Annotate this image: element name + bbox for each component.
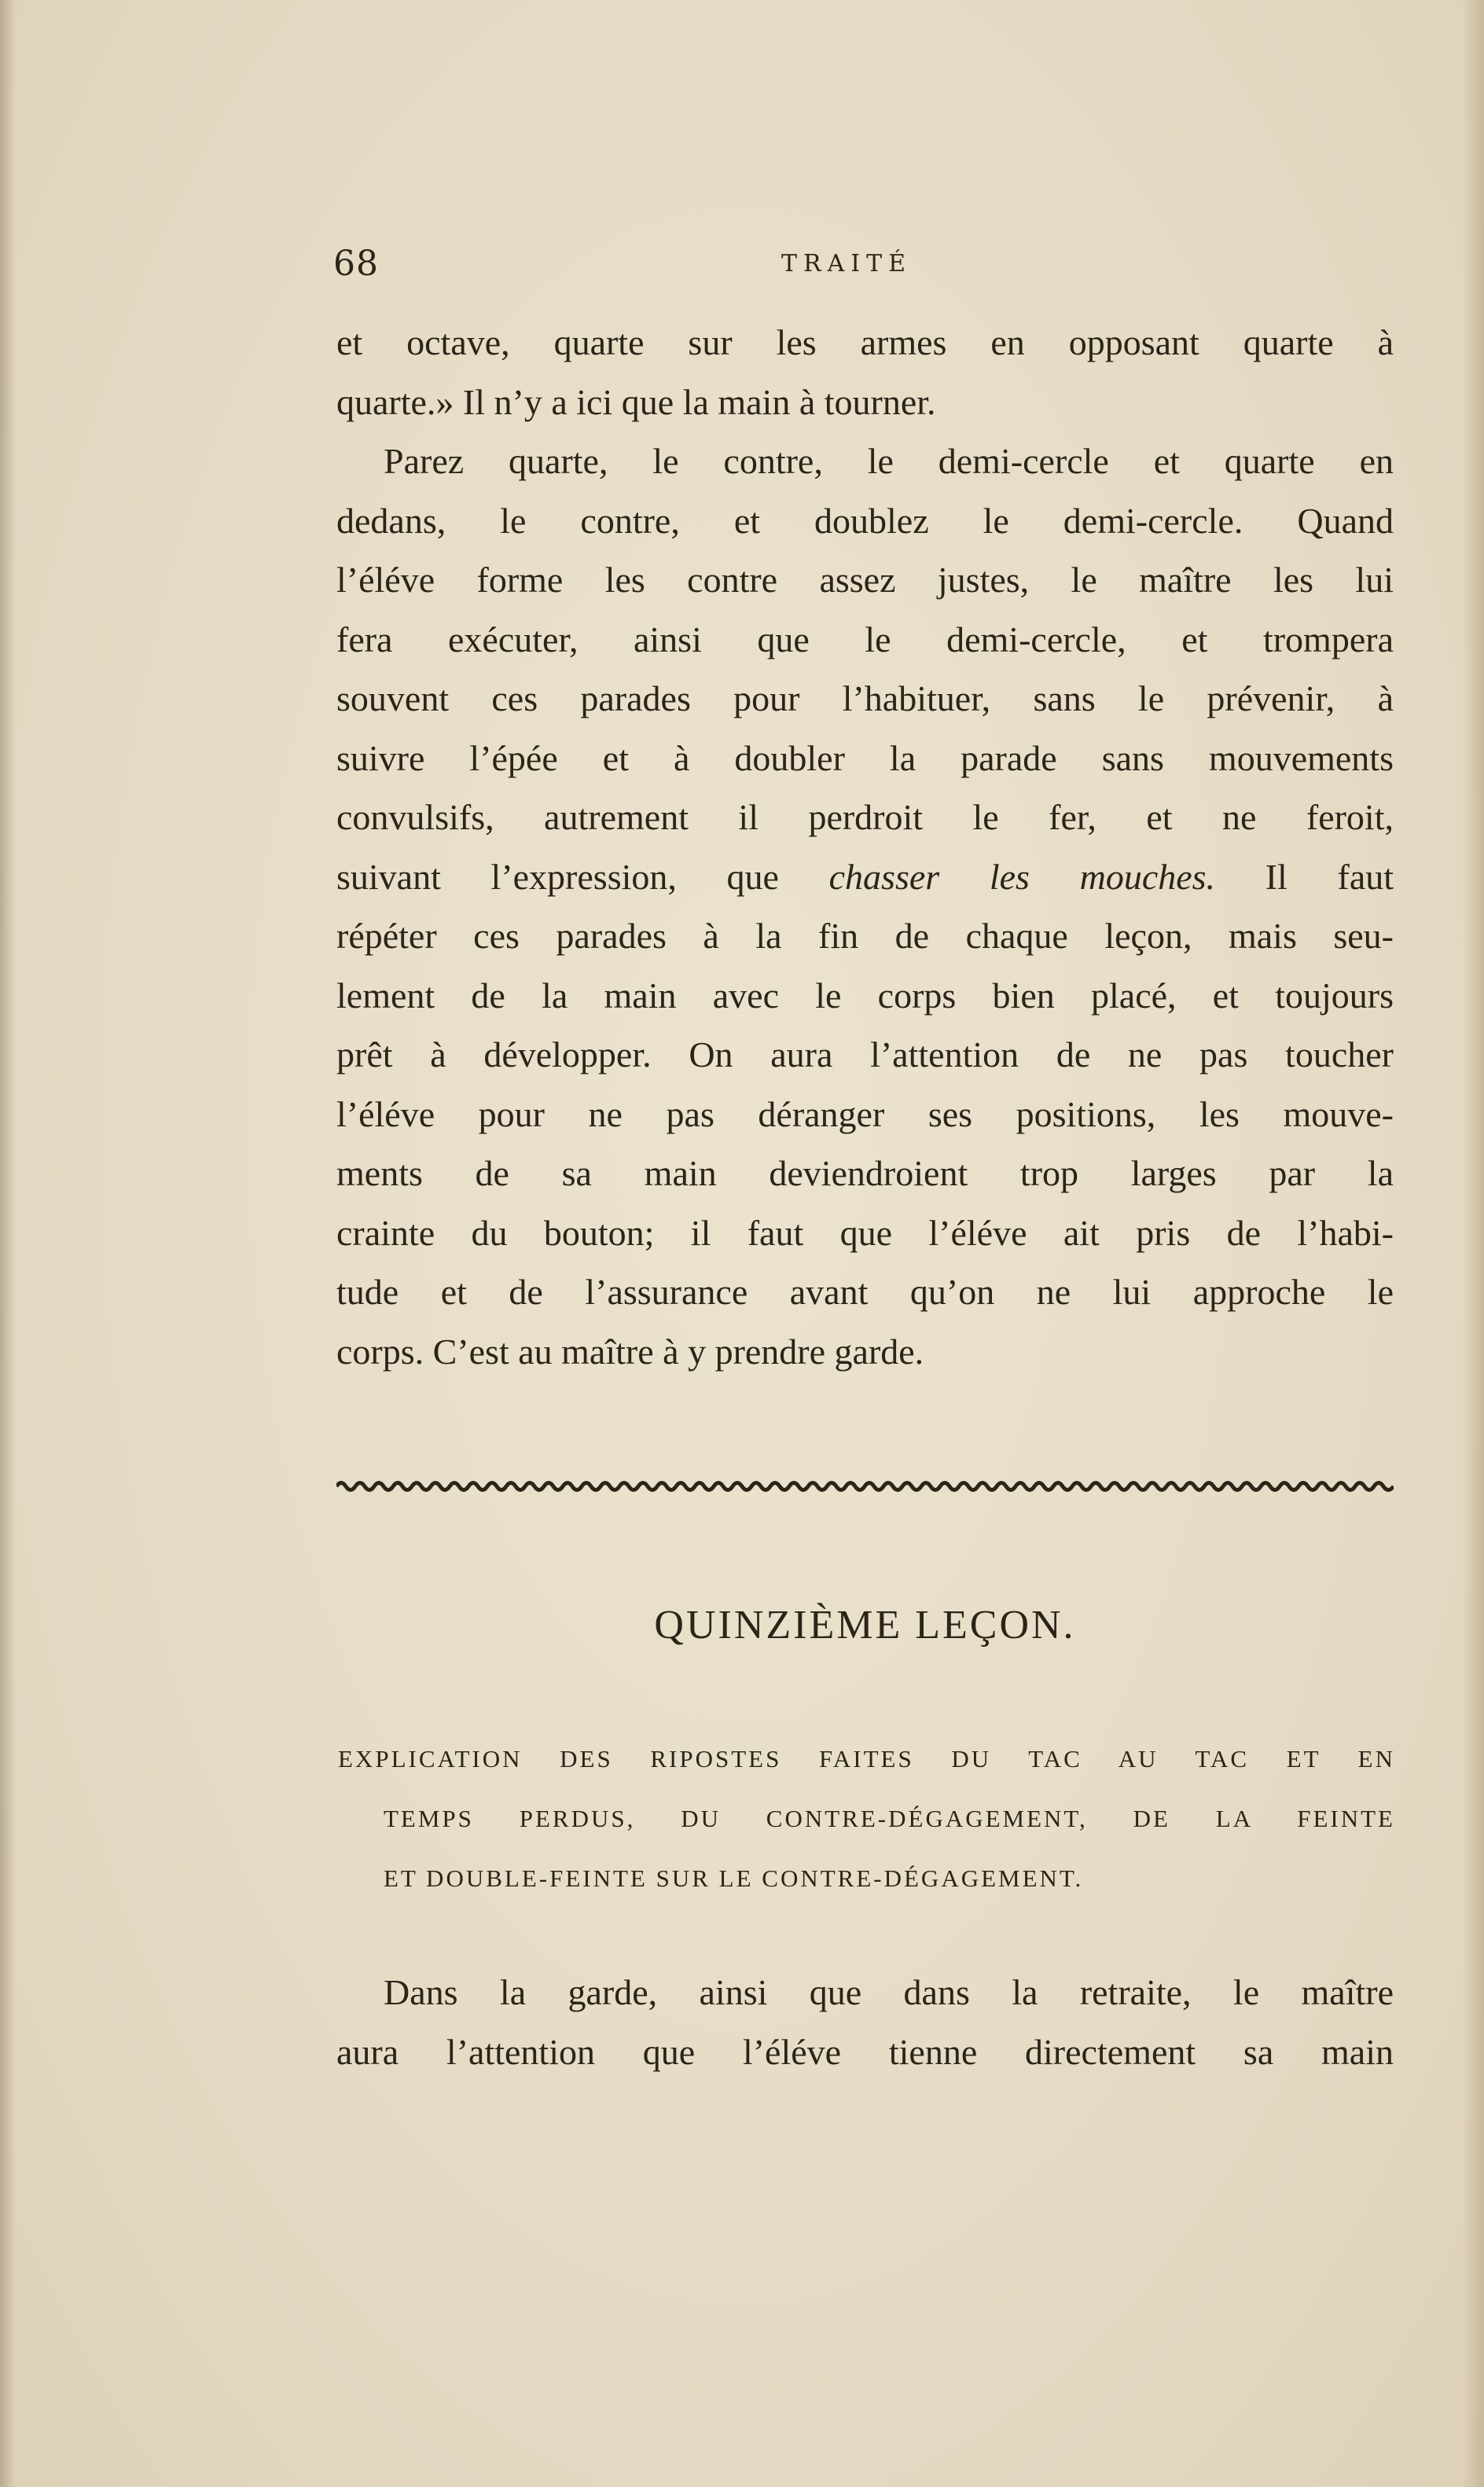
text-line: Dans la garde, ainsi que dans la retraite, le maître (384, 1972, 1394, 2012)
text-line: et octave, quarte sur les armes en opposant quarte à (336, 322, 1394, 362)
text-line: Parez quarte, le contre, le demi-cercle et quarte en (384, 441, 1394, 481)
italic-phrase: chasser les mouches. (828, 856, 1216, 897)
body-text (336, 313, 1394, 1381)
running-head: TRAITÉ (781, 250, 913, 277)
body-text-continued (336, 1963, 1394, 2081)
text-line: l’éléve pour ne pas déranger ses positions, les mouve- (336, 1093, 1394, 1134)
text-line: souvent ces parades pour l’habituer, sans le prévenir, à (336, 678, 1394, 718)
text-line: tude et de l’assurance avant qu’on ne lui approche le (336, 1272, 1394, 1312)
ornamental-divider (336, 1478, 1394, 1495)
page-edge-shadow-right (1462, 0, 1484, 2487)
text-line: l’éléve forme les contre assez justes, le maître les lui (336, 560, 1394, 600)
text-fragment: Il faut (1265, 856, 1394, 897)
page-number: 68 (333, 244, 379, 284)
text-line: ments de sa main deviendroient trop larges par la (336, 1153, 1394, 1193)
text-line-mixed (336, 847, 1394, 907)
summary-line: TEMPS PERDUS, DU CONTRE-DÉGAGEMENT, DE LA FEINTE (384, 1805, 1395, 1832)
text-line: dedans, le contre, et doublez le demi-cercle. Quand (336, 500, 1394, 541)
page-header (333, 244, 1394, 291)
chapter-summary (338, 1729, 1395, 1908)
text-line: quarte.» Il n’y a ici que la main à tourner. (336, 381, 936, 422)
text-line: convulsifs, autrement il perdroit le fer, et ne feroit, (336, 797, 1394, 837)
text-line: suivre l’épée et à doubler la parade sans mouvements (336, 737, 1394, 778)
chapter-title: QUINZIÈME LEÇON. (654, 1603, 1076, 1648)
text-fragment: suivant l’expression, que (336, 856, 779, 897)
text-line: fera exécuter, ainsi que le demi-cercle, et trompera (336, 619, 1394, 659)
page-edge-shadow-left (0, 0, 16, 2487)
text-line: prêt à développer. On aura l’attention de ne pas toucher (336, 1034, 1394, 1075)
summary-line: EXPLICATION DES RIPOSTES FAITES DU TAC AU TAC ET EN (338, 1745, 1395, 1772)
text-line: aura l’attention que l’éléve tienne directement sa main (336, 2031, 1394, 2072)
summary-line: ET DOUBLE-FEINTE SUR LE CONTRE-DÉGAGEMENT. (384, 1864, 1084, 1892)
text-line: lement de la main avec le corps bien placé, et toujours (336, 975, 1394, 1016)
text-line: corps. C’est au maître à y prendre garde. (336, 1331, 924, 1372)
text-line: crainte du bouton; il faut que l’éléve ait pris de l’habi- (336, 1212, 1394, 1253)
text-line: répéter ces parades à la fin de chaque leçon, mais seu- (336, 916, 1394, 956)
